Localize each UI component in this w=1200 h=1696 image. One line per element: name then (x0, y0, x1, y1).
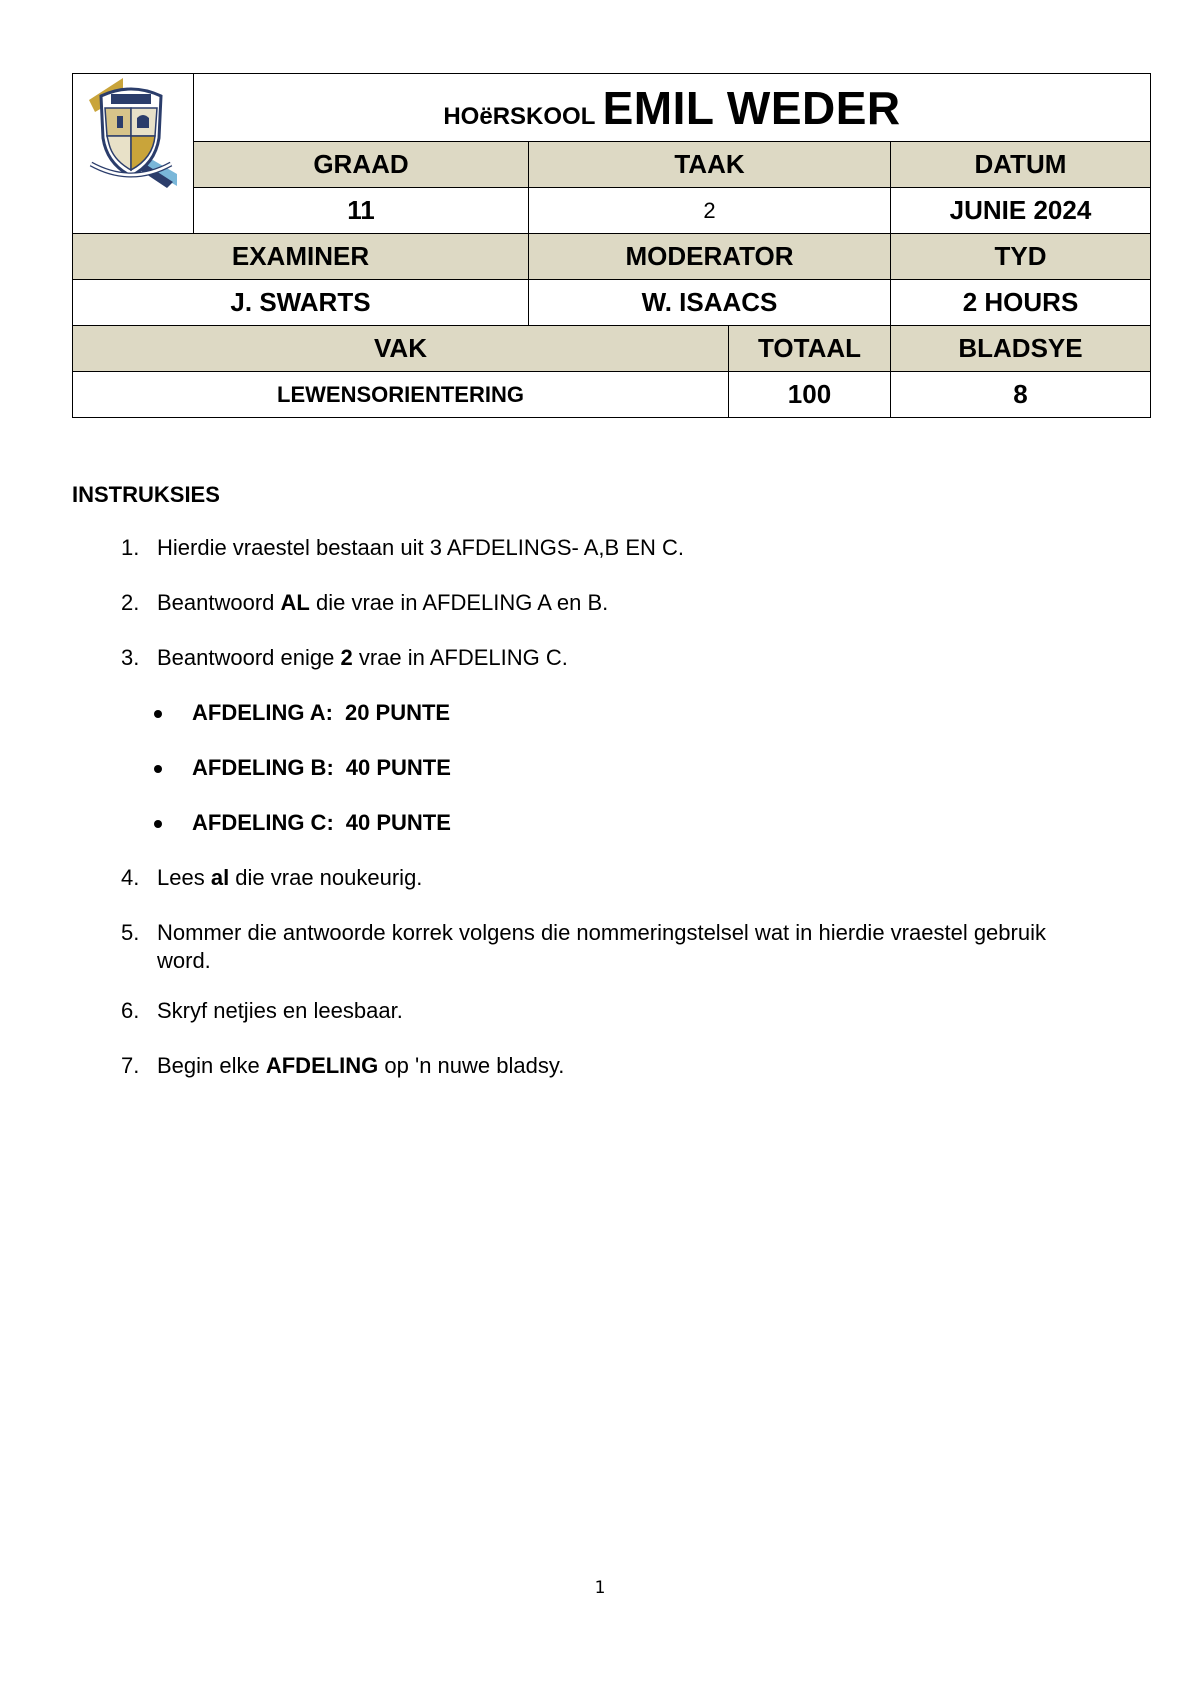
instruction-emphasis: AL (280, 590, 310, 615)
school-prefix: HOëRSKOOL (443, 102, 596, 130)
total-label: TOTAAL (729, 326, 891, 372)
instruction-text: Beantwoord enige (157, 645, 341, 670)
instruction-text: Hierdie vraestel bestaan uit 3 AFDELINGS- A,B EN C. (157, 535, 685, 560)
section-points-item (110, 699, 1110, 727)
instruction-text: vrae in AFDELING C. (352, 645, 568, 670)
instruction-number: 7. (121, 1053, 140, 1078)
instruction-emphasis: AFDELING (265, 1053, 379, 1078)
instruction-text: Nommer die antwoorde korrek volgens die nommeringstelsel wat in hierdie vraestel gebruik word. (157, 920, 1046, 973)
instruction-item (110, 919, 1110, 975)
section-label: AFDELING C: (192, 810, 334, 835)
section-points: 20 PUNTE (344, 700, 451, 725)
school-name: EMIL WEDER (602, 81, 901, 134)
grade-label: GRAAD (194, 142, 529, 188)
bullet-icon (154, 820, 162, 828)
section-points: 40 PUNTE (345, 755, 451, 780)
instruction-item (110, 644, 1110, 672)
bullet-icon (154, 710, 162, 718)
instruction-number: 5. (121, 920, 140, 945)
grade-value: 11 (194, 188, 529, 234)
pages-value: 8 (891, 372, 1151, 418)
page-number: 1 (594, 1578, 606, 1598)
school-title (194, 74, 1151, 142)
logo-cell (73, 74, 194, 234)
date-label: DATUM (891, 142, 1151, 188)
time-value: 2 HOURS (891, 280, 1151, 326)
instruction-item (110, 534, 1110, 562)
instruction-text: die vrae noukeurig. (229, 865, 423, 890)
moderator-label: MODERATOR (529, 234, 891, 280)
exam-header-table (72, 73, 1151, 418)
section-points: 40 PUNTE (345, 810, 451, 835)
school-crest-icon (83, 78, 179, 190)
time-label: TYD (891, 234, 1151, 280)
instruction-text: Lees (157, 865, 211, 890)
instruction-number: 2. (121, 590, 140, 615)
section-points-list (110, 699, 1110, 837)
section-points-item (110, 754, 1110, 782)
total-value: 100 (729, 372, 891, 418)
task-value: 2 (529, 188, 891, 234)
instruction-number: 1. (121, 535, 140, 560)
instruction-text: Skryf netjies en leesbaar. (157, 998, 403, 1023)
instruction-item (110, 589, 1110, 617)
instruction-emphasis: al (210, 865, 230, 890)
instruction-number: 3. (121, 645, 140, 670)
section-points-item (110, 809, 1110, 837)
bullet-icon (154, 765, 162, 773)
instructions-list (110, 534, 1110, 1107)
section-label: AFDELING A: (192, 700, 333, 725)
task-label: TAAK (529, 142, 891, 188)
instruction-emphasis: 2 (340, 645, 353, 670)
subject-label: VAK (73, 326, 729, 372)
subject-value: LEWENSORIENTERING (73, 372, 729, 418)
instruction-item (110, 864, 1110, 892)
date-value: JUNIE 2024 (891, 188, 1151, 234)
examiner-label: EXAMINER (73, 234, 529, 280)
examiner-value: J. SWARTS (73, 280, 529, 326)
pages-label: BLADSYE (891, 326, 1151, 372)
section-label: AFDELING B: (192, 755, 334, 780)
instruction-number: 6. (121, 998, 140, 1023)
instruction-number: 4. (121, 865, 140, 890)
instruction-text: die vrae in AFDELING A en B. (309, 590, 609, 615)
instruction-item (110, 1052, 1110, 1080)
instruction-text: Beantwoord (157, 590, 281, 615)
moderator-value: W. ISAACS (529, 280, 891, 326)
instructions-title: INSTRUKSIES (72, 482, 220, 507)
instruction-text: op 'n nuwe bladsy. (378, 1053, 565, 1078)
instruction-text: Begin elke (157, 1053, 266, 1078)
instruction-item (110, 997, 1110, 1025)
